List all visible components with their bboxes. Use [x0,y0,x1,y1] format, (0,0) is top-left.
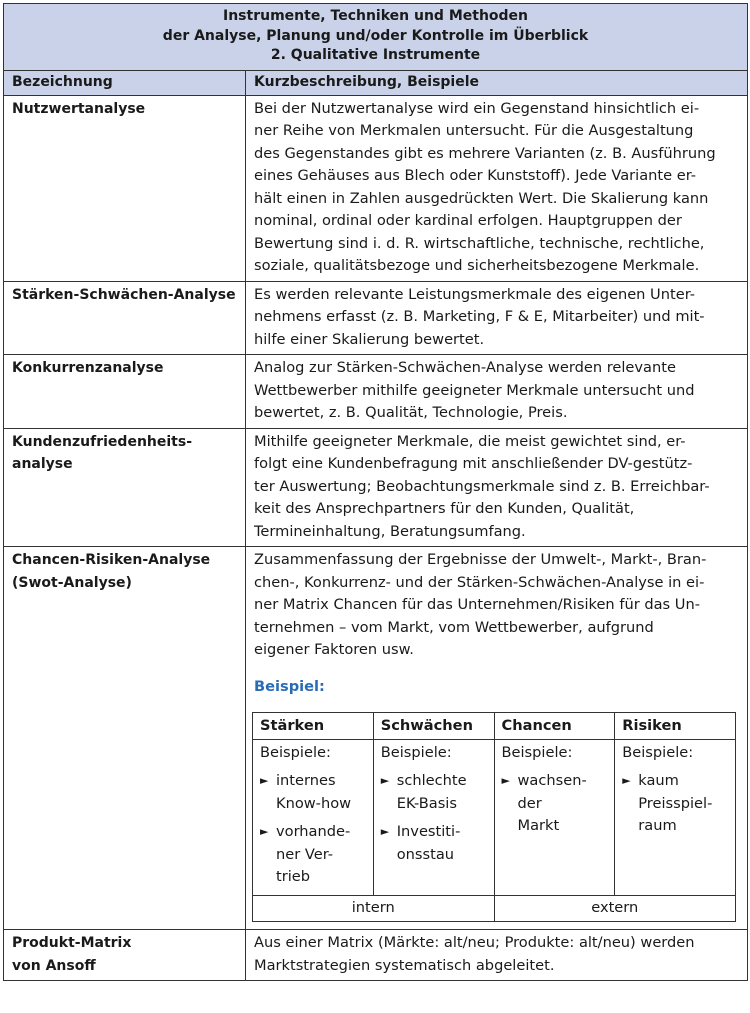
swot-bullet-line: vorhande- [276,823,351,840]
description-line: hilfe einer Skalierung bewertet. [254,330,485,348]
swot-bullet-line: onsstau [396,845,455,863]
description-line: nehmens erfasst (z. B. Marketing, F & E, Mitarbeiter) und mit- [254,308,705,325]
swot-header: Schwächen [373,713,494,740]
swot-header: Stärken [253,713,374,740]
swot-bullet-item [502,770,608,838]
description-line: bewertet, z. B. Qualität, Technologie, Preis. [254,404,568,421]
swot-bullet-line: internes [276,772,336,789]
instrument-description [246,95,748,281]
instrument-name-line: von Ansoff [12,957,96,974]
instrument-name [4,930,246,981]
description-line: ner Matrix Chancen für das Unternehmen/Risiken für das Un- [254,596,700,613]
description-line: Zusammenfassung der Ergebnisse der Umwelt-, Markt-, Bran- [254,551,707,568]
swot-cell-intro: Beispiele: [380,743,452,761]
swot-bullet-item [381,770,487,815]
instrument-name [4,95,246,281]
description-line: eigener Faktoren usw. [254,641,414,658]
swot-footer-label: intern [253,895,495,922]
swot-bullet-line: raum [638,817,677,834]
instrument-name-line: analyse [12,456,73,472]
swot-bullet-line: der [517,794,542,812]
swot-bullet-text [276,770,366,815]
swot-bullet-line: ner Ver- [276,845,334,863]
table-row [4,547,748,930]
swot-cell [494,739,615,895]
swot-footer-label: extern [494,895,736,922]
swot-cell-intro: Beispiele: [622,743,694,761]
swot-bullet-line: trieb [276,868,311,885]
instrument-name [4,355,246,429]
swot-bullet-line: schlechte [396,772,467,789]
swot-cell-intro: Beispiele: [501,743,573,761]
bullet-arrow-icon: ► [501,774,510,787]
instrument-name-line: Kundenzufriedenheits- [12,433,193,450]
bullet-arrow-icon: ► [622,774,631,787]
swot-bullet-line: Investiti- [396,823,461,840]
swot-bullet-item [622,770,728,838]
description-line: Analog zur Stärken-Schwächen-Analyse werden relevante [254,359,676,376]
description-line: folgt eine Kundenbefragung mit anschließender DV-gestütz- [254,455,693,472]
table-row [4,281,748,355]
description-line: Es werden relevante Leistungsmerkmale des eigenen Unter- [254,285,696,303]
bullet-arrow-icon: ► [380,774,390,787]
swot-header: Chancen [494,713,615,740]
instrument-description [246,355,748,429]
description-line: Termineinhaltung, Beratungsumfang. [254,522,526,540]
swot-bullet-text [638,770,728,838]
instrument-description [246,547,748,930]
swot-bullet-line: Know-how [276,794,352,812]
bullet-arrow-icon: ► [260,825,269,838]
description-line: des Gegenstandes gibt es mehrere Varianten (z. B. Ausführung [254,144,716,162]
title-line-3: 2. Qualitative Instrumente [270,47,481,63]
title-row [4,4,748,71]
instrument-name [4,428,246,547]
swot-bullet-text [397,821,487,866]
swot-footer-row [253,895,736,922]
instrument-name-line: Produkt-Matrix [12,935,132,951]
instrument-name-line: Stärken-Schwächen-Analyse [12,286,236,303]
instrument-name-line: Nutzwertanalyse [12,100,146,117]
swot-bullet-line: EK-Basis [396,794,457,812]
description-line: Bei der Nutzwertanalyse wird ein Gegenstand hinsichtlich ei- [254,99,700,117]
description-line: Wettbewerber mithilfe geeigneter Merkmale untersucht und [254,381,695,399]
swot-cell [373,739,494,895]
description-line: keit des Ansprechpartners für den Kunden, Qualität, [254,500,635,517]
swot-cell-intro: Beispiele: [260,743,331,761]
table-row [4,428,748,547]
swot-matrix [252,712,736,922]
table-row [4,930,748,981]
description-line: Aus einer Matrix (Märkte: alt/neu; Produkte: alt/neu) werden [254,934,695,951]
swot-bullet-text [518,770,608,838]
description-line: eines Gehäuses aus Blech oder Kunststoff). Jede Variante er- [254,167,697,184]
swot-cell [253,739,374,895]
instrument-name [4,281,246,355]
swot-cell [615,739,736,895]
swot-body-row [253,739,736,895]
swot-bullet-item [260,821,366,889]
swot-bullet-item [381,821,487,866]
table-title [4,4,748,71]
bullet-arrow-icon: ► [380,825,390,838]
title-line-1: Instrumente, Techniken und Methoden [223,8,529,24]
instrument-name-line: (Swot-Analyse) [12,574,132,591]
instrument-description [246,281,748,355]
swot-bullet-line: wachsen- [517,772,587,789]
instrument-name [4,547,246,930]
header-row [4,70,748,95]
swot-header: Risiken [615,713,736,740]
description-line: hält einen in Zahlen ausgedrückten Wert. Die Skalierung kann [254,189,709,207]
description-line: nominal, ordinal oder kardinal erfolgen. Hauptgruppen der [254,212,682,229]
instruments-table [3,3,748,981]
table-row [4,355,748,429]
table-row [4,95,748,281]
description-line: Bewertung sind i. d. R. wirtschaftliche, technische, rechtliche, [254,234,705,252]
description-line: Marktstrategien systematisch abgeleitet. [254,956,555,974]
description-line: Mithilfe geeigneter Merkmale, die meist gewichtet sind, er- [254,432,686,450]
column-header-description: Kurzbeschreibung, Beispiele [246,70,748,95]
title-line-2: der Analyse, Planung und/oder Kontrolle im Überblick [162,27,589,44]
bullet-arrow-icon: ► [260,774,269,787]
swot-bullet-line: Markt [517,817,560,834]
instrument-description [246,930,748,981]
swot-bullet-item [260,770,366,815]
description-line: ternehmen – vom Markt, vom Wettbewerber, aufgrund [254,618,654,636]
instrument-description [246,428,748,547]
swot-bullet-text [397,770,487,815]
example-label: Beispiel: [254,677,325,695]
instrument-name-line: Chancen-Risiken-Analyse [12,552,211,568]
swot-bullet-line: kaum [638,772,679,789]
swot-bullet-line: Preisspiel- [638,794,713,812]
description-line: ner Reihe von Merkmalen untersucht. Für die Ausgestaltung [254,122,694,139]
description-line: chen-, Konkurrenz- und der Stärken-Schwächen-Analyse in ei- [254,573,705,591]
description-line: soziale, qualitätsbezoge und sicherheitsbezogene Merkmale. [254,257,700,274]
swot-header-row [253,713,736,740]
swot-bullet-text [276,821,366,889]
description-line: ter Auswertung; Beobachtungsmerkmale sind z. B. Erreichbar- [254,477,710,495]
instrument-name-line: Konkurrenzanalyse [12,360,164,376]
table-body [4,95,748,981]
column-header-name: Bezeichnung [4,70,246,95]
